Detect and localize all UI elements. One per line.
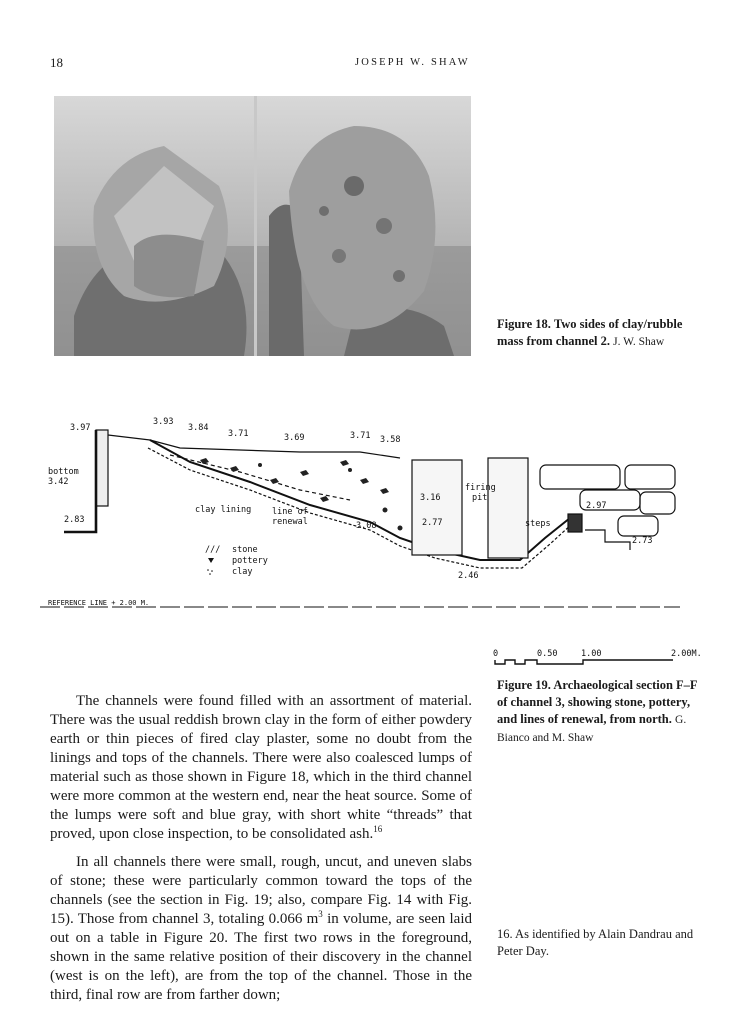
figure-19-scale-bar (493, 646, 713, 676)
figure-18-caption (497, 316, 702, 351)
label-reference-line: REFERENCE LINE + 2.00 M. (48, 599, 150, 607)
body-paragraph-1 (50, 692, 472, 844)
figure-18-caption-title: Figure 18. Two sides of clay/rubble mass from channel 2. (497, 317, 683, 348)
label-3-08: 3.08 (356, 521, 377, 531)
scale-label-1-00: 1.00 (581, 649, 602, 659)
legend-stone: stone (232, 545, 258, 555)
legend-clay-icon (207, 569, 213, 575)
scale-label-2-00: 2.00M. (671, 649, 702, 659)
figure-18-photo (54, 96, 471, 356)
label-clay-lining: clay lining (195, 505, 252, 515)
label-firing: firing (465, 483, 496, 493)
footnote-ref-16: 16 (373, 824, 383, 834)
label-3-93: 3.93 (153, 417, 174, 427)
label-renewal: renewal (272, 517, 308, 527)
label-2-83: 2.83 (64, 515, 85, 525)
label-3-42: 3.42 (48, 477, 69, 487)
legend-pottery-icon (208, 558, 214, 563)
label-2-97: 2.97 (586, 501, 607, 511)
label-2-77: 2.77 (422, 518, 443, 528)
label-3-69: 3.69 (284, 433, 305, 443)
scale-label-0: 0 (493, 649, 499, 659)
label-2-46: 2.46 (458, 571, 479, 581)
figure-18-caption-credit: J. W. Shaw (613, 336, 665, 348)
figure-19-caption (497, 677, 707, 747)
label-2-73: 2.73 (632, 536, 653, 546)
figure-19-caption-title: Figure 19. Archaeological section F–F of channel 3, showing stone, pottery, and lines of renewal, from north. (497, 678, 698, 726)
label-3-16: 3.16 (420, 493, 441, 503)
page-number: 18 (50, 55, 63, 70)
figure-19-caption-credit: G. Bianco and M. Shaw (497, 714, 687, 744)
body-paragraph-1-text: The channels were found filled with an assortment of material. There was the usual reddish brown clay in the form of either powdery earth or thin pieces of fired clay plaster, some no doubt from the linings and tops of the channels. There were also coalesced lumps of material such as those shown in Figure 18, which in the third channel were more common at the western end, near the heat source. Some of the lumps were soft and blue gray, with short white “threads” that proved, upon close inspection, to be consolidated ash. (50, 693, 472, 842)
figure-19-section-drawing (40, 410, 680, 625)
scale-label-0-50: 0.50 (537, 649, 558, 659)
label-pit: pit (472, 493, 488, 503)
body-paragraph-2-text-b: in volume, are seen laid out on a table in Figure 20. The first two rows in the foreground, shown in the same relative position of their discovery in the channel (west is on the left), are from the top of the channel. Those in the third, final row are from farther down; (50, 911, 472, 1003)
superscript-3: 3 (318, 909, 323, 919)
label-3-84: 3.84 (188, 423, 209, 433)
label-3-71-a: 3.71 (228, 429, 249, 439)
legend-clay: clay (232, 567, 253, 577)
label-steps: steps (525, 519, 551, 529)
label-3-71-b: 3.71 (350, 431, 371, 441)
body-paragraph-2-text-a: In all channels there were small, rough, uncut, and uneven slabs of stone; these were particularly common toward the tops of the channels (see the section in Fig. 19; also, compare Fig. 14 with Fig. 15). Those from channel 3, totaling 0.066 m (50, 854, 472, 927)
legend-pottery: pottery (232, 556, 268, 566)
body-paragraph-2 (50, 853, 472, 1005)
running-title: JOSEPH W. SHAW (355, 57, 470, 68)
label-3-97: 3.97 (70, 423, 91, 433)
footnote-16: 16. As identified by Alain Dandrau and Peter Day. (497, 927, 694, 958)
legend-stone-symbol: /// (205, 545, 221, 555)
label-bottom: bottom (48, 467, 79, 477)
label-3-58: 3.58 (380, 435, 401, 445)
label-line-of: line of (272, 507, 308, 517)
